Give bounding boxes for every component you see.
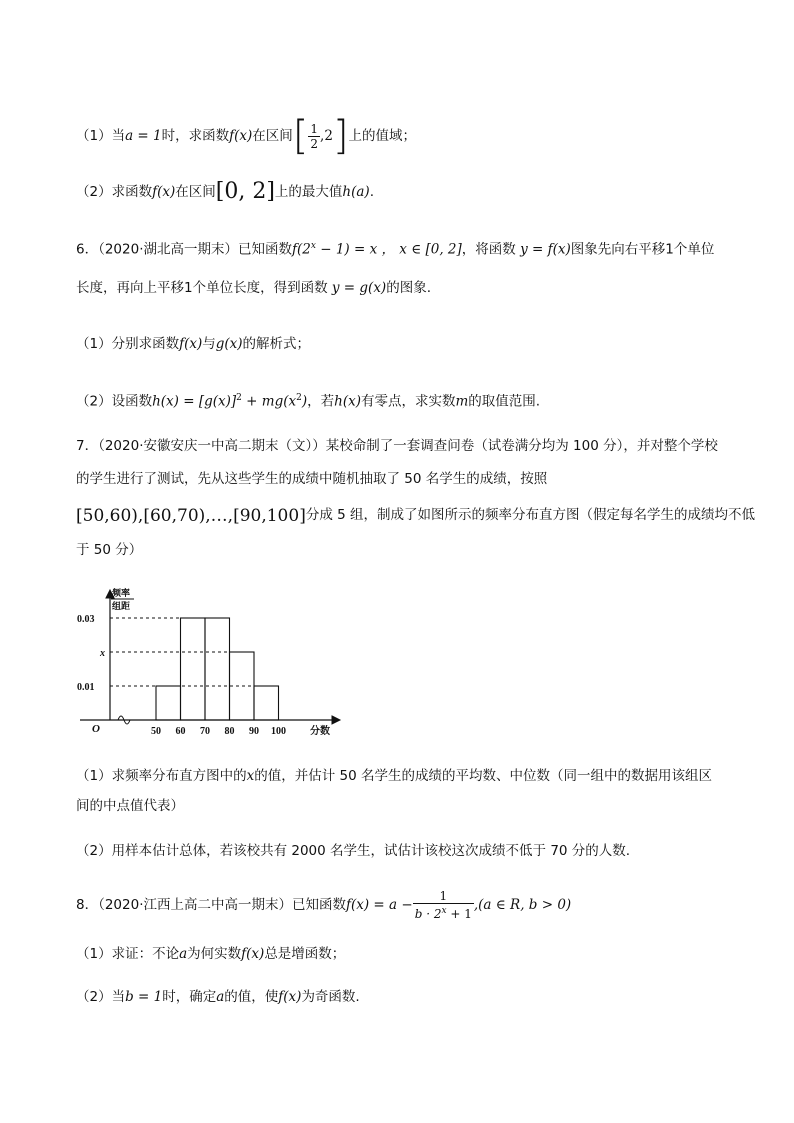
math: h(x)	[334, 393, 361, 410]
text: 分成 5 组，制成了如图所示的频率分布直方图（假定每名学生的成绩均不低	[305, 507, 755, 523]
y-tick-label: 0.03	[77, 614, 95, 625]
math: b = 1	[125, 989, 163, 1005]
math: f(x) = a −	[346, 897, 413, 913]
math: m	[455, 393, 469, 410]
text: 时，确定	[162, 989, 217, 1005]
q6-part2	[76, 388, 540, 412]
text: 的图象.	[386, 280, 431, 296]
q7-line2: 的学生进行了测试，先从这些学生的成绩中随机抽取了 50 名学生的成绩，按照	[76, 471, 548, 487]
text: ，若	[307, 393, 335, 410]
bracket: [	[292, 113, 309, 159]
text: 为何实数	[187, 946, 242, 962]
text: 的解析式；	[242, 336, 311, 352]
math: g(x)	[215, 336, 243, 352]
q7-line1: 7．（2020·安徽安庆一中高二期末（文））某校命制了一套调查问卷（试卷满分均为 100 分），并对整个学校	[76, 438, 718, 454]
x-tick-label: 50	[151, 726, 161, 737]
q5-part1	[76, 113, 417, 159]
text: （1）分别求函数	[76, 336, 180, 352]
text: 上的值域；	[348, 128, 417, 144]
text: ，将函数	[461, 241, 516, 258]
text: 为奇函数.	[301, 989, 360, 1005]
math: y = f(x)	[515, 241, 571, 258]
math: [50,60),[60,70),…,[90,100]	[76, 506, 306, 526]
math: h(x) = [g(x)]	[152, 393, 237, 410]
question-head: 8．（2020·江西上高二中高一期末）已知函数	[76, 897, 346, 913]
comma: ,	[320, 128, 325, 144]
y-label-top: 频率	[112, 588, 131, 598]
histogram-bar	[205, 618, 230, 720]
math: a	[216, 989, 225, 1005]
text: 上的最大值	[274, 184, 343, 200]
q7-part2: （2）用样本估计总体，若该校共有 2000 名学生，试估计该校这次成绩不低于 70 分的人数.	[76, 843, 631, 859]
text: 的值，并估计 50 名学生的成绩的平均数、中位数（同一组中的数据用该组区	[254, 768, 712, 784]
q6-line1	[76, 236, 714, 260]
y-tick-label: x	[100, 648, 105, 659]
denominator	[413, 904, 474, 921]
numerator: 1	[310, 121, 319, 136]
q6-part1	[76, 334, 310, 354]
x-tick-label: 90	[249, 726, 259, 737]
text: 的值，使	[224, 989, 279, 1005]
q5-part2	[76, 179, 374, 204]
question-head: 6．（2020·湖北高一期末）已知函数	[76, 241, 292, 258]
y-tick-label: 0.01	[77, 682, 95, 693]
text: （2）当	[76, 989, 126, 1005]
text: 长度，再向上平移1个单位长度，得到函数	[76, 280, 328, 296]
histogram-bar	[181, 618, 206, 720]
text: （1）求频率分布直方图中的	[76, 768, 247, 784]
bracket: ]	[332, 113, 349, 159]
x-tick-label: 100	[271, 726, 286, 737]
math: a	[179, 946, 188, 962]
q7-line3	[76, 505, 755, 526]
math: a = 1	[125, 128, 162, 144]
q7-part1-b: 间的中点值代表）	[76, 798, 184, 814]
text: .	[369, 184, 374, 200]
text: 在区间	[252, 128, 293, 144]
x-tick-label: 80	[224, 726, 235, 737]
math: x ∈ [0, 2]	[395, 241, 462, 258]
histogram-bar	[254, 686, 279, 720]
x-axis-label: 分数	[310, 726, 330, 737]
math-sup: 2	[236, 393, 242, 403]
histogram-bar	[156, 686, 181, 720]
math: h(a)	[342, 184, 370, 200]
math: f(x)	[278, 989, 302, 1005]
text: 总是增函数；	[264, 946, 346, 962]
q8-head	[76, 885, 571, 925]
origin-label: O	[92, 723, 100, 735]
text: （2）设函数	[76, 393, 153, 410]
text: （2）求函数	[76, 184, 153, 200]
fraction	[308, 122, 320, 151]
denominator: 2	[310, 136, 319, 151]
q8-part2	[76, 987, 360, 1007]
math: f(x)	[179, 336, 203, 352]
text: 图象先向右平移1个单位	[570, 241, 715, 258]
math: + 1	[446, 907, 472, 921]
text: 在区间	[175, 184, 216, 200]
text: 与	[202, 336, 216, 352]
math: f(x)	[152, 184, 176, 200]
math-sup: x	[310, 241, 316, 251]
text: 的取值范围.	[468, 393, 541, 410]
text: （1）求证：不论	[76, 946, 180, 962]
math: b · 2	[414, 907, 442, 921]
math: ,(a ∈ R, b > 0)	[473, 897, 572, 913]
q6-line2	[76, 278, 431, 298]
fraction	[413, 889, 474, 921]
histogram	[70, 584, 350, 744]
math-sup: x	[441, 906, 447, 916]
math: x	[246, 768, 255, 784]
x-tick-label: 70	[200, 726, 210, 737]
q8-part1	[76, 944, 345, 964]
y-label-bottom: 组距	[112, 601, 131, 611]
math: + mg(x	[241, 393, 297, 410]
math: [0, 2]	[215, 179, 275, 204]
math: f(2	[292, 241, 311, 258]
q7-line4: 于 50 分）	[76, 542, 143, 558]
x-axis-arrow	[332, 716, 340, 724]
text: 时，求函数	[161, 128, 230, 144]
math-sup: 2	[296, 393, 302, 403]
x-tick-label: 60	[175, 726, 186, 737]
math: f(x)	[229, 128, 253, 144]
math: f(x)	[241, 946, 265, 962]
math: )	[301, 393, 308, 410]
math: 2	[324, 128, 333, 144]
math: y = g(x)	[327, 280, 387, 296]
q7-part1-a	[76, 766, 712, 786]
text: 有零点，求实数	[360, 393, 456, 410]
text: （1）当	[76, 128, 126, 144]
math: − 1) = x ，	[315, 241, 395, 258]
numerator: 1	[413, 889, 474, 904]
